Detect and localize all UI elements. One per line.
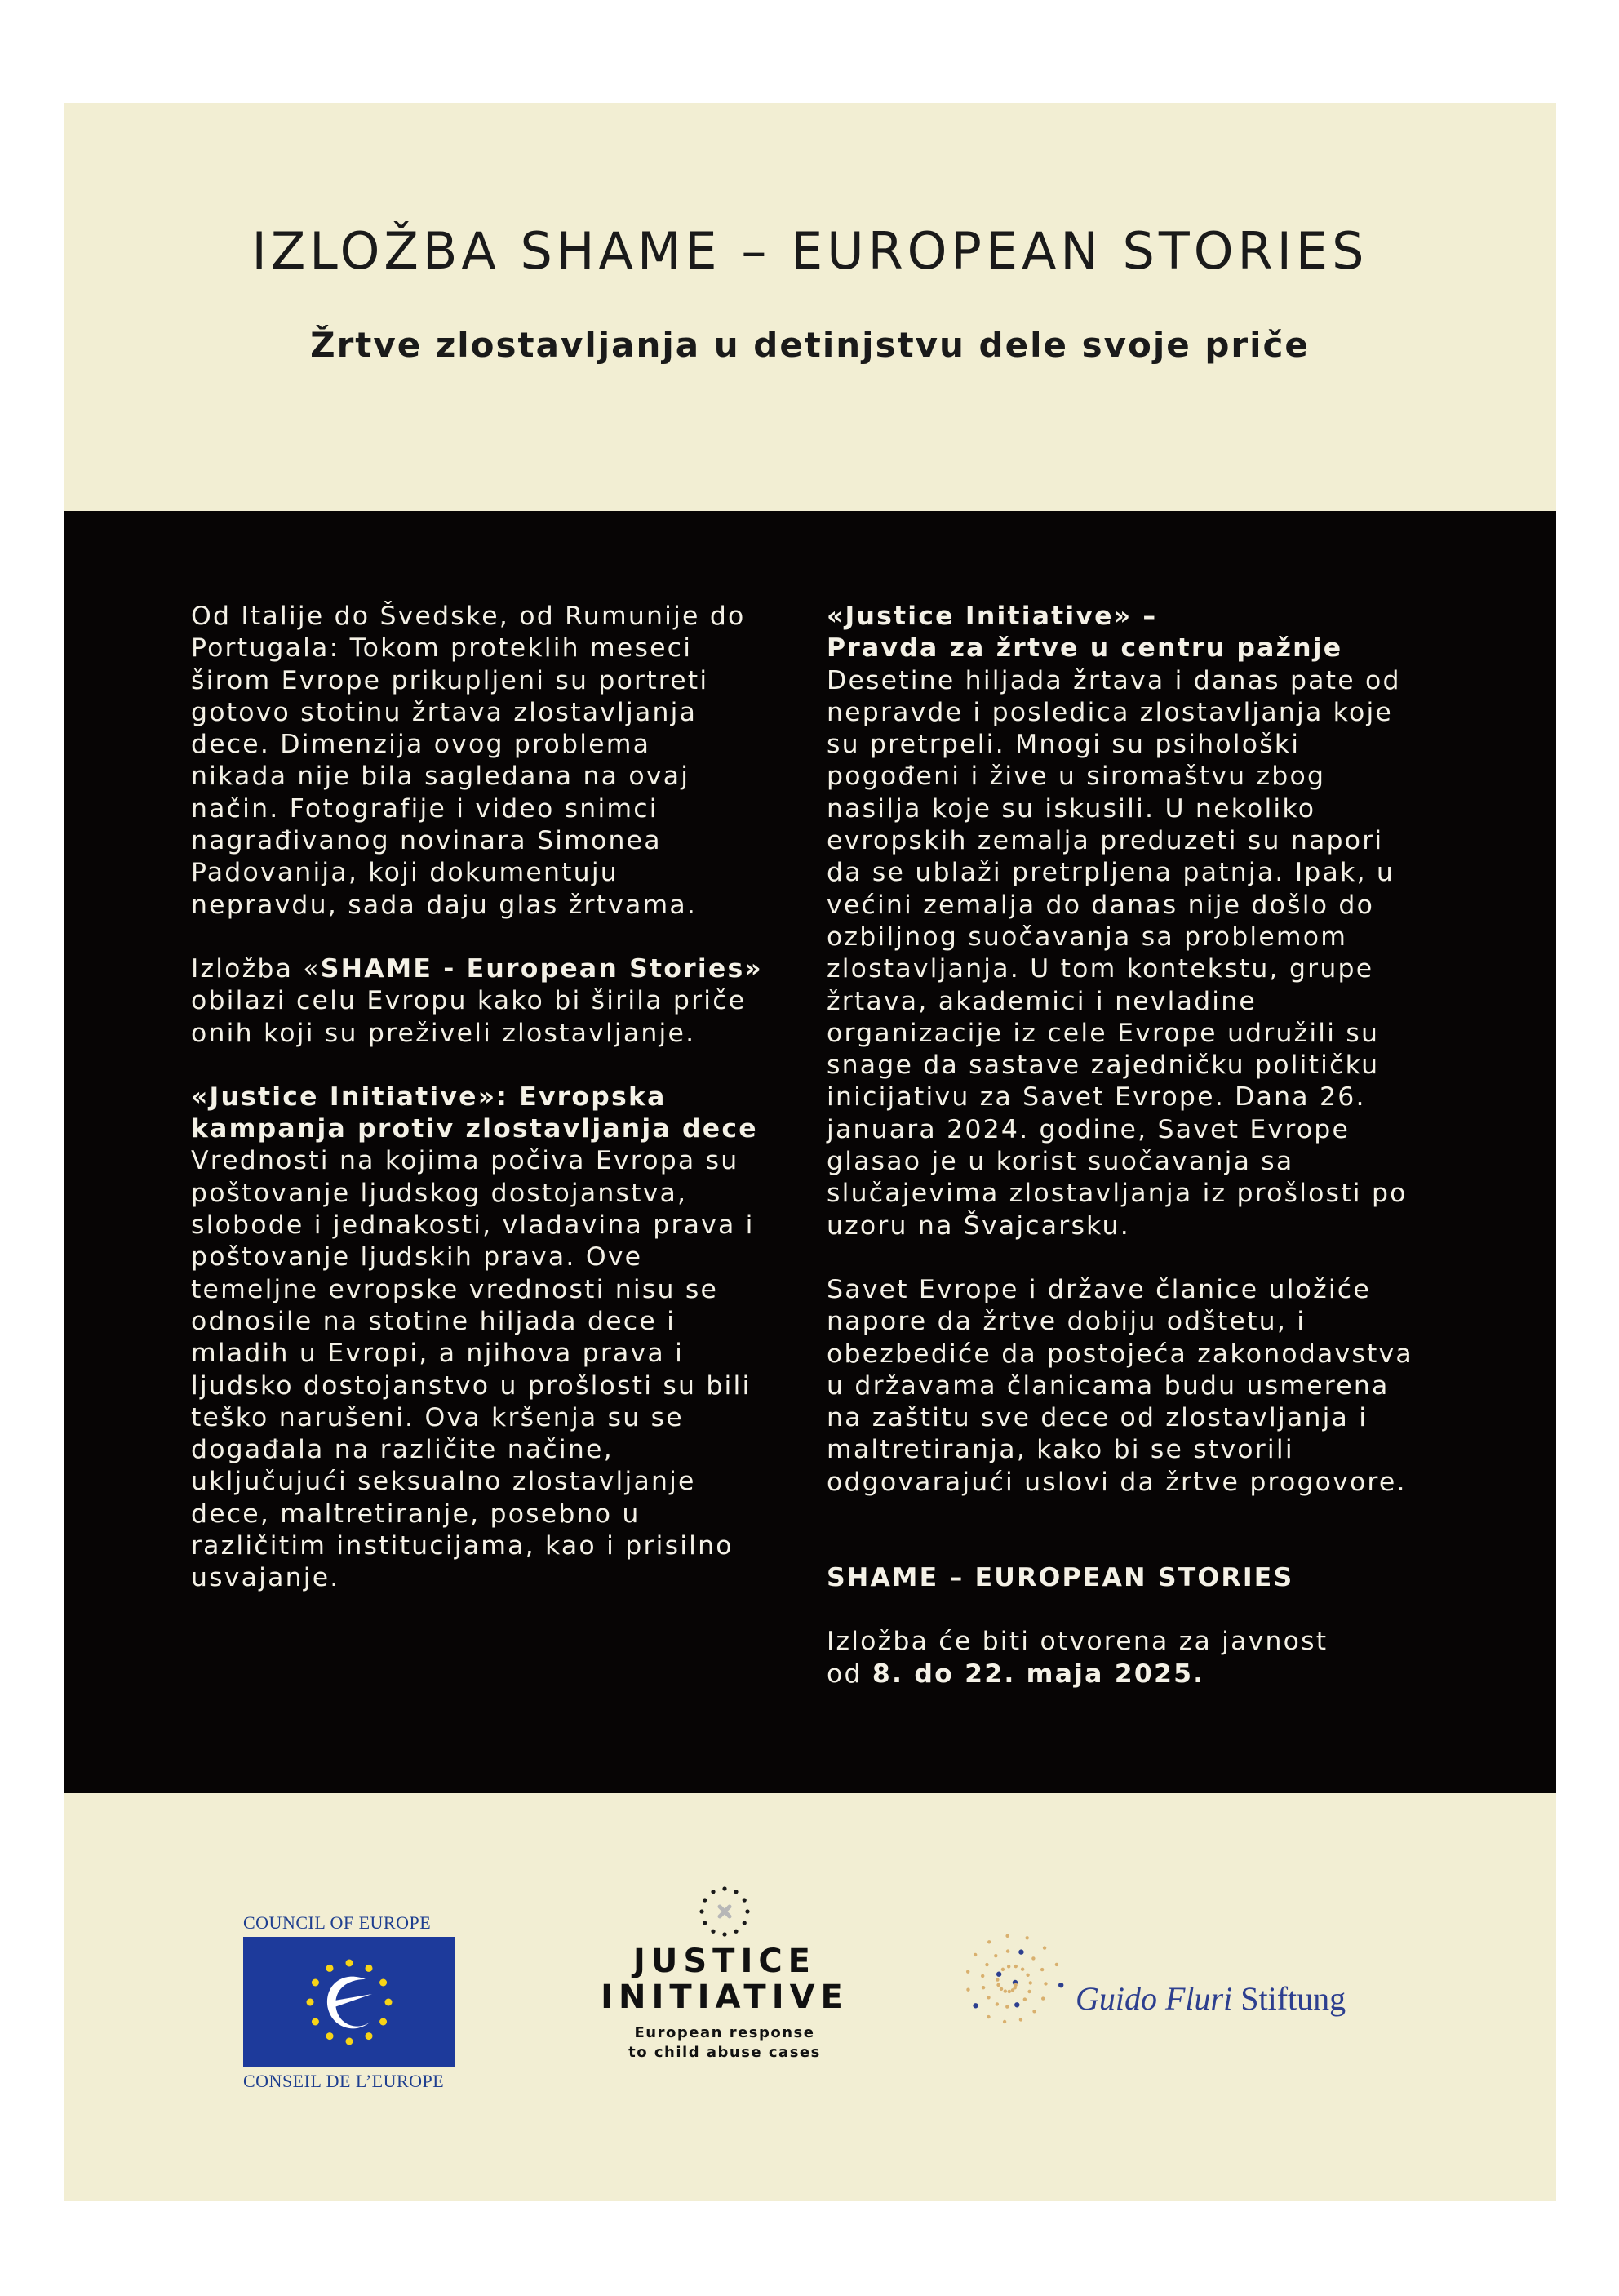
- text-line: usvajanje.: [191, 1563, 340, 1593]
- text-line: uključujući seksualno zlostavljanje: [191, 1467, 696, 1497]
- gf-dot: [1029, 1981, 1032, 1984]
- text-line: januara 2024. godine, Savet Evrope: [827, 1114, 1351, 1144]
- gf-dot: [987, 1940, 991, 1943]
- gf-dot: [1007, 1965, 1010, 1968]
- text-fragment: Izložba «: [191, 953, 321, 984]
- text-line: Desetine hiljada žrtava i danas pate od: [827, 665, 1401, 695]
- gf-dot: [996, 1983, 1000, 1987]
- coe-star: [366, 1965, 373, 1972]
- gf-dot: [1041, 1996, 1045, 2000]
- text-line: ozbiljnog suočavanja sa problemom: [827, 922, 1348, 952]
- text-line: ljudsko dostojanstvo u prošlosti su bili: [191, 1370, 752, 1401]
- spacer: [191, 922, 844, 953]
- justice-initiative-logo: [586, 1883, 863, 2063]
- gf-dot: [1023, 1997, 1027, 2001]
- ji-star: [734, 1890, 738, 1894]
- gf-dot: [1014, 1965, 1018, 1968]
- gf-dot: [996, 1972, 1001, 1977]
- date-range: 8. do 22. maja 2025.: [872, 1659, 1205, 1689]
- page-subtitle: Žrtve zlostavljanja u detinjstvu dele svoje priče: [310, 325, 1310, 365]
- gf-dot: [1058, 1983, 1063, 1987]
- text-line: mladih u Evropi, a njihova prava i: [191, 1339, 685, 1369]
- ji-logo-tagline-1: European response: [634, 2024, 815, 2041]
- text-line: zlostavljanja. U tom kontekstu, grupe: [827, 954, 1374, 984]
- gf-dot: [974, 1953, 977, 1956]
- text-line: obilazi celu Evropu kako bi širila priče: [191, 986, 747, 1016]
- gf-dot: [1027, 1990, 1031, 1993]
- ji-logo-word-2: INITIATIVE: [601, 1978, 849, 2016]
- text-line: obezbediće da postojeća zakonodavstva: [827, 1339, 1413, 1369]
- council-of-europe-flag-icon: [243, 1937, 455, 2067]
- coe-star: [366, 2032, 373, 2040]
- coe-star: [312, 1979, 319, 1987]
- coe-logo-text-top: COUNCIL OF EUROPE: [243, 1912, 432, 1933]
- left-column: [191, 601, 844, 1595]
- text-line: širom Evrope prikupljeni su portreti: [191, 665, 709, 695]
- text-line: većini zemalja do danas nije došlo do: [827, 890, 1375, 920]
- text-line: na zaštitu sve dece od zlostavljanja i: [827, 1403, 1368, 1433]
- gf-dot: [1018, 1949, 1023, 1954]
- text-line: nasilja koje su iskusili. U nekoliko: [827, 793, 1316, 824]
- gf-dot: [1011, 1988, 1014, 1992]
- coe-star: [346, 2038, 353, 2045]
- ji-star: [703, 1921, 707, 1925]
- coe-star: [379, 2018, 387, 2026]
- text-line: Od Italije do Švedske, od Rumunije do: [191, 602, 746, 631]
- text-line: nepravde i posledica zlostavljanja koje: [827, 697, 1394, 727]
- ji-star: [711, 1930, 715, 1934]
- ji-star: [699, 1909, 703, 1913]
- ji-star: [711, 1890, 715, 1894]
- text-line: odgovarajući uslovi da žrtve progovore.: [827, 1467, 1407, 1497]
- text-line: nepravdu, sada daju glas žrtvama.: [191, 890, 698, 920]
- text-line: dece, maltretiranje, posebno u: [191, 1499, 641, 1529]
- text-fragment: od: [827, 1659, 872, 1689]
- text-line: Portugala: Tokom proteklih meseci: [191, 633, 693, 664]
- text-line: dece. Dimenzija ovog problema: [191, 730, 651, 760]
- text-line: glasao je u korist suočavanja sa: [827, 1147, 1294, 1177]
- gf-dot: [994, 1954, 997, 1957]
- text-line: su pretrpeli. Mnogi su psihološki: [827, 730, 1301, 760]
- text-line: Padovanija, koji dokumentuju: [191, 858, 619, 888]
- section-heading: kampanja protiv zlostavljanja dece: [191, 1114, 758, 1144]
- gf-logo-suffix: Stiftung: [1232, 1980, 1346, 2017]
- ji-logo-word-1: JUSTICE: [632, 1943, 817, 1980]
- gf-dot: [1000, 1987, 1003, 1991]
- gf-dot: [1025, 1936, 1028, 1939]
- coe-star: [326, 2032, 334, 2040]
- section-heading: Pravda za žrtve u centru pažnje: [827, 633, 1343, 664]
- gf-dot: [1005, 1934, 1009, 1938]
- text-line: u državama članicama budu usmerena: [827, 1370, 1390, 1401]
- coe-star: [326, 1965, 334, 1972]
- gf-dot: [985, 1963, 988, 1966]
- gf-logo-name: Guido Fluri: [1076, 1980, 1233, 2017]
- justice-section: [827, 601, 1528, 1242]
- gf-dot: [1031, 1956, 1035, 1960]
- spacer: [191, 1050, 844, 1081]
- text-line: slobode i jednakosti, vladavina prava i: [191, 1210, 755, 1241]
- gf-dot: [1001, 1968, 1005, 1971]
- gf-dot: [1021, 1967, 1024, 1970]
- section-heading: «Justice Initiative»: Evropska: [191, 1081, 667, 1112]
- text-line: Izložba će biti otvorena za javnost: [827, 1627, 1328, 1657]
- text-line: poštovanje ljudskih prava. Ove: [191, 1242, 643, 1272]
- gf-dot: [987, 1996, 990, 1999]
- coe-logo-text-bottom: CONSEIL DE L’EUROPE: [243, 2071, 445, 2091]
- gf-dot: [996, 1978, 999, 1981]
- section-heading: «Justice Initiative» –: [827, 602, 1158, 631]
- ji-star: [743, 1898, 747, 1902]
- gf-dot: [1003, 2020, 1006, 2023]
- content-panel: [64, 511, 1556, 1793]
- spiral-dots-icon: [953, 1916, 1067, 2046]
- gf-logo-text: [1076, 1979, 1346, 2018]
- text-line: teško narušeni. Ova kršenja su se: [191, 1402, 684, 1432]
- ji-star: [743, 1921, 747, 1925]
- right-column: [827, 601, 1528, 1690]
- campaign-section: [191, 1081, 844, 1595]
- text-line: uzoru na Švajcarsku.: [827, 1210, 1130, 1241]
- intro-paragraph: [191, 601, 844, 922]
- text-line: inicijativu za Savet Evrope. Dana 26.: [827, 1082, 1366, 1112]
- text-line: maltretiranja, kako bi se stvorili: [827, 1435, 1294, 1465]
- text-line: način. Fotografije i video snimci: [191, 793, 659, 824]
- gf-dot: [1044, 1982, 1047, 1985]
- text-line: pogođeni i žive u siromaštvu zbog: [827, 762, 1326, 792]
- gf-dot: [982, 1986, 985, 1989]
- exhibition-paragraph: [191, 953, 844, 1050]
- text-line: organizacije iz cele Evrope udružili su: [827, 1018, 1380, 1048]
- council-of-europe-logo: [243, 1912, 455, 2092]
- coe-star: [379, 1979, 387, 1987]
- gf-dot: [1005, 2005, 1009, 2008]
- spacer: [827, 1594, 1528, 1626]
- ji-star: [722, 1886, 726, 1890]
- text-line: Vrednosti na kojima počiva Evropa su: [191, 1146, 739, 1176]
- text-line: poštovanje ljudskog dostojanstva,: [191, 1178, 688, 1208]
- header-panel: [64, 103, 1556, 511]
- gf-dot: [987, 2015, 990, 2018]
- gf-dot: [1008, 1990, 1011, 1993]
- gf-dot: [973, 2003, 978, 2008]
- text-line: slučajevima zlostavljanja iz prošlosti po: [827, 1179, 1408, 1209]
- coe-star: [346, 1960, 353, 1967]
- gf-dot: [1004, 1989, 1007, 1992]
- text-line: gotovo stotinu žrtava zlostavljanja: [191, 697, 698, 727]
- text-line: nagrađivanog novinara Simonea: [191, 826, 662, 856]
- text-line: [191, 953, 844, 985]
- text-line: temeljne evropske vrednosti nisu se: [191, 1274, 719, 1304]
- text-line: evropskih zemalja preduzeti su napori: [827, 826, 1384, 856]
- page-title: IZLOŽBA SHAME – EUROPEAN STORIES: [251, 221, 1368, 281]
- gf-dot: [1026, 1974, 1029, 1977]
- text-line: odnosile na stotine hiljada dece i: [191, 1306, 676, 1336]
- text-line: događala na različite načine,: [191, 1435, 614, 1465]
- gf-dot: [1055, 1963, 1058, 1966]
- text-line: nikada nije bila sagledana na ovaj: [191, 762, 690, 792]
- exhibition-name: SHAME - European Stories»: [320, 953, 763, 984]
- gf-dot: [1043, 1946, 1046, 1949]
- text-line: [827, 1659, 1528, 1690]
- gf-dot: [981, 1974, 984, 1978]
- text-line: da se ublaži pretrpljena patnja. Ipak, u: [827, 858, 1395, 888]
- gf-dot: [1019, 2018, 1022, 2021]
- text-line: različitim institucijama, kao i prisilno: [191, 1531, 734, 1561]
- gf-dot: [1006, 1949, 1009, 1952]
- member-states-paragraph: [827, 1274, 1528, 1499]
- text-line: onih koji su preživeli zlostavljanje.: [191, 1018, 696, 1048]
- text-line: napore da žrtve dobiju odštetu, i: [827, 1307, 1306, 1337]
- text-line: snage da sastave zajedničku političku: [827, 1050, 1380, 1081]
- gf-dot: [1032, 2010, 1036, 2013]
- spacer: [827, 1242, 1528, 1274]
- gf-dot: [996, 2002, 999, 2005]
- spacer: [827, 1499, 1528, 1562]
- star-circle-icon: [696, 1883, 753, 1940]
- ji-star: [703, 1898, 707, 1902]
- coe-star: [385, 1999, 393, 2006]
- logos-panel: [64, 1793, 1556, 2201]
- exhibition-heading: SHAME – EUROPEAN STORIES: [827, 1563, 1294, 1593]
- ji-star: [734, 1930, 738, 1934]
- ji-logo-tagline-2: to child abuse cases: [628, 2044, 821, 2061]
- gf-dot: [1014, 2002, 1019, 2007]
- gf-dot: [966, 1988, 969, 1992]
- opening-dates: [827, 1626, 1528, 1690]
- ji-star: [722, 1932, 726, 1936]
- gf-dot: [966, 1970, 969, 1973]
- coe-star: [312, 2018, 319, 2026]
- coe-star: [307, 1999, 314, 2006]
- ji-star: [745, 1909, 749, 1913]
- gf-dot: [1040, 1968, 1044, 1971]
- text-line: žrtava, akademici i nevladine: [827, 986, 1257, 1016]
- text-line: Savet Evrope i države članice uložiće: [827, 1274, 1371, 1304]
